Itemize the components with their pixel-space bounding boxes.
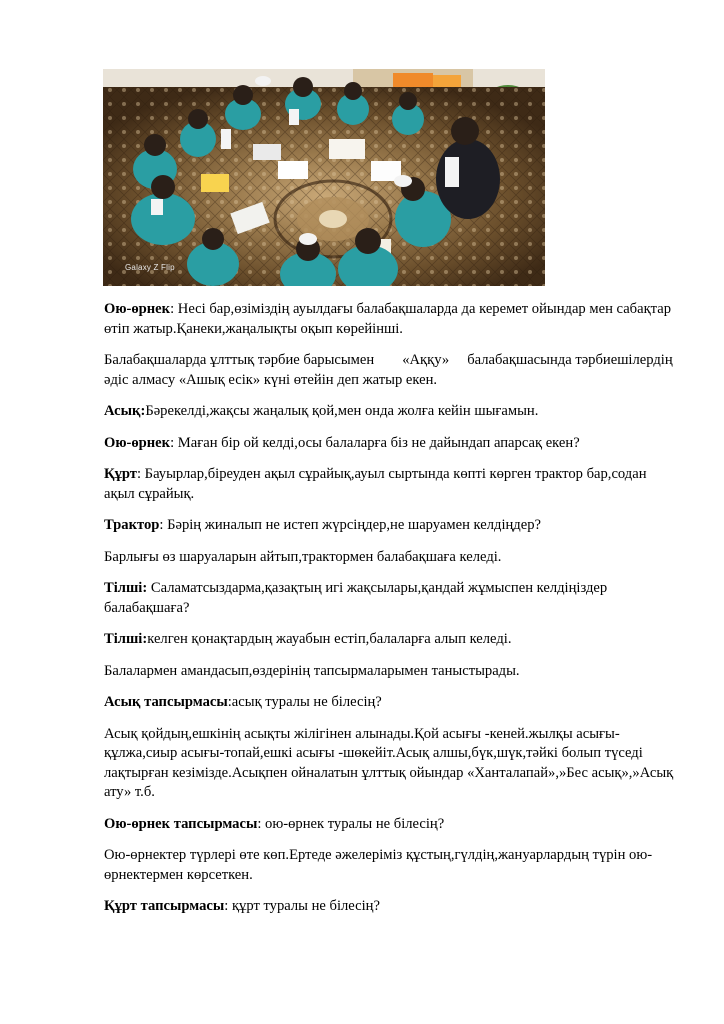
speaker-label: Құрт тапсырмасы <box>104 898 225 914</box>
paragraph-1 <box>104 300 680 339</box>
paragraph-6 <box>104 516 680 536</box>
paragraph-text: : Маған бір ой келді,осы балаларға біз не дайындап апарсақ екен? <box>170 434 580 451</box>
paragraph-text: : Бәрің жиналып не истеп жүрсіңдер,не шаруамен келдіңдер? <box>159 517 541 533</box>
speaker-label: Асық тапсырмасы <box>104 694 228 710</box>
classroom-photo <box>103 69 545 286</box>
paragraph-13 <box>104 815 680 835</box>
paragraph-15 <box>104 897 680 917</box>
paragraph-12 <box>104 725 680 803</box>
paragraph-text: Балабақшаларда ұлттық тәрбие барысымен <box>104 352 375 368</box>
paragraph-text: «Аққу» <box>402 352 450 368</box>
paragraph-4 <box>104 434 680 454</box>
speaker-label: Ою-өрнек <box>104 434 171 451</box>
paragraph-9 <box>104 630 680 650</box>
paragraph-text: Барлығы өз шаруаларын айтып,трактормен балабақшаға келеді. <box>104 548 502 565</box>
paragraph-text: балабақшасында тәрбиешілердің әдіс алмасу «Ашық есік» күні өтейін деп жатыр екен. <box>104 352 673 388</box>
paragraph-11 <box>104 693 680 713</box>
paragraph-text: :асық туралы не білесің? <box>227 694 382 710</box>
paragraph-text: Бәрекелді,жақсы жаңалық қой,мен онда жолға кейін шығамын. <box>145 403 539 419</box>
paragraph-2 <box>104 351 680 390</box>
document-body <box>104 300 680 929</box>
speaker-label: Асық: <box>104 403 146 419</box>
paragraph-text: Асық қойдың,ешкінің асықты жілігінен алынады.Қой асығы -кеней.жылқы асығы-құлжа,сиыр асығы-топай,ешкі асығы -шөкейіт.Асық алшы,бүк,шүк,тәйкі болып түседі лақтырған кезімізде.Асықпен ойналатын ұлттық ойындар «Ханталапай»,»Бес асық»,»Асық ату» т.б. <box>104 725 674 800</box>
speaker-label: Ою-өрнек тапсырмасы <box>104 815 258 832</box>
paragraph-7 <box>104 548 680 568</box>
paragraph-text: : Бауырлар,біреуден ақыл сұрайық,ауыл сыртында көпті көрген трактор бар,содан ақыл сұрайық. <box>104 466 647 502</box>
speaker-label: Құрт <box>104 466 137 482</box>
speaker-label: Трактор <box>104 517 160 533</box>
paragraph-text: келген қонақтардың жауабын естіп,балаларға алып келеді. <box>147 631 512 647</box>
camera-watermark: Galaxy Z Flip <box>125 263 175 272</box>
paragraph-text: : құрт туралы не білесің? <box>224 898 380 914</box>
paragraph-text: : ою-өрнек туралы не білесің? <box>257 815 445 832</box>
paragraph-3 <box>104 402 680 422</box>
photo-illustration <box>103 69 545 286</box>
paragraph-text: Саламатсыздарма,қазақтың игі жақсылары,қандай жұмыспен келдіңіздер балабақшаға? <box>104 580 608 616</box>
paragraph-5 <box>104 465 680 504</box>
paragraph-8 <box>104 579 680 618</box>
paragraph-10 <box>104 662 680 682</box>
speaker-label: Тілші: <box>104 580 148 596</box>
speaker-label: Ою-өрнек <box>104 301 171 317</box>
paragraph-14 <box>104 846 680 885</box>
paragraph-text: Ою-өрнектер түрлері өте көп.Ертеде әжелеріміз құстың,гүлдің,жануарлардың түрін ою-өрнектермен көрсеткен. <box>104 847 653 883</box>
paragraph-text: Балалармен амандасып,өздерінің тапсырмаларымен таныстырады. <box>104 662 520 679</box>
paragraph-text: : Несі бар,өзіміздің ауылдағы балабақшаларда да керемет ойындар мен сабақтар өтіп жатыр.Қанеки,жаңалықты оқып көрейінші. <box>104 301 672 337</box>
speaker-label: Тілші: <box>104 631 148 647</box>
